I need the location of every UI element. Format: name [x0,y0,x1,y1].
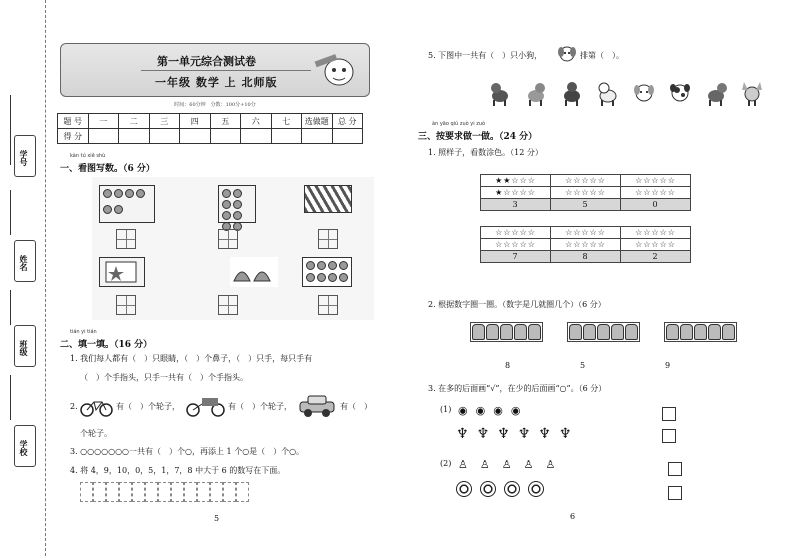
q1-picture-area [92,177,374,320]
sub-question-1: (1) [440,405,452,414]
answer-grid[interactable] [318,229,338,249]
cartoon-pen-icon [313,50,363,92]
shuttlecock-icon: ♙ [458,458,468,471]
candy-icon: ◉ [458,404,468,417]
candy-icon: ◉ [475,404,486,417]
soccer-ball-icon [528,481,544,497]
q2-item2-text-c: 有（ ） [340,402,372,411]
side-box-student-id: 学号 [14,135,36,177]
cups-row [470,322,737,342]
dog-icon [596,80,620,106]
shuttlecock-row [458,458,555,471]
shuttlecock-icon: ♙ [501,458,512,471]
apple-picture-1 [99,185,155,223]
candy-row [458,404,520,417]
ball-row [456,481,544,497]
star-table-1: ★★☆☆☆ ☆☆☆☆☆ ☆☆☆☆☆ ★☆☆☆☆ ☆☆☆☆☆ ☆☆☆☆☆ 3 5 0 [480,174,691,211]
q2-item2-text-b: 有（ ）个轮子， [228,402,292,411]
answer-box[interactable] [662,407,676,421]
side-box-class: 班级 [14,325,36,367]
dog-icon [524,80,548,106]
divider [141,70,311,71]
shuttlecock-icon: ♙ [545,458,556,471]
q3-item1: 1. 照样子，看数涂色。（12 分） [428,148,543,157]
q3-label: 三、按要求做一做。（24 分） [418,132,538,142]
q2-item1-line2: （ ）个手指头，只手一共有（ ）个手指头。 [80,373,248,382]
soccer-ball-icon [456,481,472,497]
plant-icon: ♆ [497,426,510,442]
q1-label: 一、看图写数。（6 分） [60,164,155,174]
plant-icon: ♆ [538,426,551,442]
answer-box[interactable] [668,486,682,500]
exam-subtitle: 一年级 数学 上 北师版 [155,76,278,89]
q3-item3: 3. 在多的后面画“√”，在少的后面画“○”。（6 分） [428,384,607,393]
hats-picture [230,257,278,287]
cup-number-3: 9 [665,361,671,370]
dog-icon [632,80,656,106]
plant-icon: ♆ [517,426,531,442]
page-number-right: 6 [570,512,576,521]
dogs-row [488,80,764,106]
side-box-name: 姓名 [14,240,36,282]
soccer-ball-icon [480,481,496,497]
cup-group[interactable] [567,322,640,342]
answer-grid[interactable] [116,229,136,249]
exam-title: 第一单元综合测试卷 [157,55,256,68]
pumpkins-picture [302,257,352,287]
q2-item3: 3. ○○○○○○○一共有（ ）个○，再添上 1 个○是（ ）个○。 [70,447,305,456]
binding-strip [0,0,46,556]
dog-icon [488,80,512,106]
answer-grid[interactable] [218,229,238,249]
dog-icon [740,80,764,106]
writing-grid-row[interactable] [80,482,249,502]
q2-item2-number: 2. [70,402,78,411]
q3-pinyin: àn yāo qiú zuò yi zuò [432,121,486,127]
q5-label: 5. 下图中一共有（ ）只小狗， [428,51,543,60]
cup-number-2: 5 [580,361,586,370]
shuttlecock-icon: ♙ [523,458,534,471]
q2-item2-text-a: 有（ ）个轮子， [116,402,180,411]
dog-icon [668,80,692,106]
flag-icon [100,258,144,286]
q5-label-2: 排第（ ）。 [580,51,624,60]
star-table-2: ☆☆☆☆☆ ☆☆☆☆☆ ☆☆☆☆☆ ☆☆☆☆☆ ☆☆☆☆☆ ☆☆☆☆☆ 7 8 2 [480,226,691,263]
answer-box[interactable] [662,429,676,443]
cup-number-1: 8 [505,361,511,370]
bicycle-icon [80,396,114,418]
side-line [10,95,11,165]
tricycle-icon [186,394,226,418]
page-number-left: 5 [214,514,220,523]
flag-picture [99,257,145,287]
plant-icon: ♆ [456,426,469,442]
plant-row [456,426,571,442]
cup-group[interactable] [664,322,737,342]
plant-icon: ♆ [476,426,490,442]
score-table [57,113,363,144]
q2-item2-text-d: 个轮子。 [80,429,112,438]
plant-icon: ♆ [558,426,572,442]
answer-grid[interactable] [218,295,238,315]
soccer-ball-icon [504,481,520,497]
side-line [10,375,11,420]
car-icon [298,394,338,418]
score-value-row: 得 分 [58,129,363,144]
candy-icon: ◉ [493,404,503,417]
answer-grid[interactable] [318,295,338,315]
dog-icon [704,80,728,106]
q1-pinyin: kàn tú xiě shù [70,153,106,159]
score-header-row: 题 号 一 二 三 四 五 六 七 选做题 总 分 [58,114,363,129]
shuttlecock-icon: ♙ [479,458,490,471]
side-box-school: 学校 [14,425,36,467]
candy-icon: ◉ [510,404,521,417]
pencils-picture [304,185,352,213]
sub-question-2: (2) [440,459,452,468]
q2-item1-line1: 1. 我们每人都有（ ）只眼睛，（ ）个鼻子，（ ）只手，每只手有 [70,354,313,363]
dog-head-icon [557,43,577,63]
exam-header [60,43,370,97]
dog-icon [560,80,584,106]
cup-group[interactable] [470,322,543,342]
q2-label: 二、填一填。（16 分） [60,340,153,350]
hat-icon [230,257,278,287]
q2-pinyin: tián yi tián [70,329,97,335]
apple-picture-2 [218,185,256,223]
answer-box[interactable] [668,462,682,476]
side-line [10,290,11,325]
q3-item2: 2. 根据数字圈一圈。（数字是几就圈几个）（6 分） [428,300,606,309]
q2-item4: 4. 将 4，9，10，0，5，1，7，8 中大于 6 的数写在下面。 [70,466,286,475]
answer-grid[interactable] [116,295,136,315]
side-line [10,190,11,235]
time-info: 时间：60分钟 分数：100分+10分 [174,102,256,108]
